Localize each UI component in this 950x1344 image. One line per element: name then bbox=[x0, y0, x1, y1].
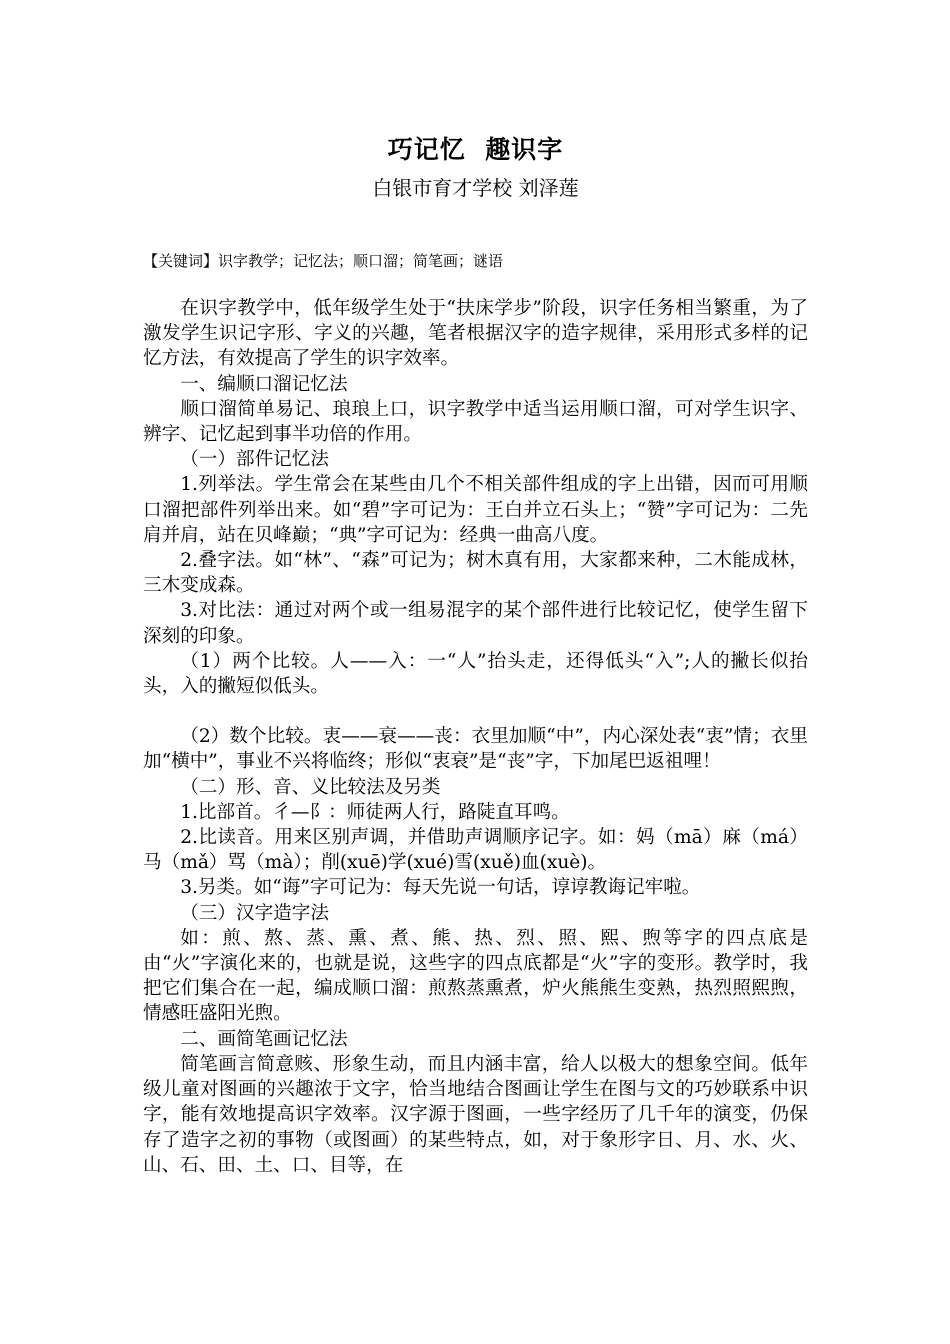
paragraph: 在识字教学中，低年级学生处于“扶床学步”阶段，识字任务相当繁重，为了激发学生识记字形、字义的兴趣，笔者根据汉字的造字规律，采用形式多样的记忆方法，有效提高了学生的识字效率。 bbox=[143, 298, 808, 370]
paragraph: 顺口溜简单易记、琅琅上口，识字教学中适当运用顺口溜，可对学生识字、辨字、记忆起到事半功倍的作用。 bbox=[143, 398, 808, 446]
paragraph: 1.列举法。学生常会在某些由几个不相关部件组成的字上出错，因而可用顺口溜把部件列举出来。如“碧”字可记为：王白并立石头上；“赞”字可记为：二先肩并肩，站在贝峰巅；“典”字可记为：经典一曲高八度。 bbox=[143, 474, 808, 546]
paragraph: 1.比部首。彳—阝：师徒两人行，路陡直耳鸣。 bbox=[180, 801, 570, 823]
paragraph: 如：煎、熬、蒸、熏、煮、熊、热、烈、照、熙、煦等字的四点底是由“火”字演化来的，也就是说，这些字的四点底都是“火”字的变形。教学时，我把它们集合在一起，编成顺口溜：煎熬蒸熏煮，炉火熊熊生变熟，热烈照熙煦，情感旺盛阳光煦。 bbox=[143, 927, 808, 1025]
paragraph: 3.另类。如“诲”字可记为：每天先说一句话，谆谆教诲记牢啦。 bbox=[180, 877, 701, 899]
paragraph: 简笔画言简意赅、形象生动，而且内涵丰富，给人以极大的想象空间。低年级儿童对图画的兴趣浓于文字，恰当地结合图画让学生在图与文的巧妙联系中识字，能有效地提高识字效率。汉字源于图画，一些字经历了几千年的演变，仍保存了造字之初的事物（或图画）的某些特点，如，对于象形字日、月、水、火、山、石、田、土、口、目等，在 bbox=[143, 1053, 808, 1176]
paragraph: （2）数个比较。衷——衰——丧：衣里加顺“中”，内心深处表“衷”情；衣里加“横中”，事业不兴将临终；形似“衷衰”是“丧”字，下加尾巴返祖哩！ bbox=[143, 726, 808, 773]
paragraph: 3.对比法：通过对两个或一组易混字的某个部件进行比较记忆，使学生留下深刻的印象。 bbox=[143, 600, 808, 647]
section-heading: 二、画简笔画记忆法 bbox=[180, 1028, 348, 1050]
document-author: 白银市育才学校 刘泽莲 bbox=[372, 176, 579, 200]
document-body bbox=[143, 296, 808, 1178]
section-heading: 一、编顺口溜记忆法 bbox=[180, 373, 348, 395]
paragraph: 2.比读音。用来区别声调，并借助声调顺序记字。如：妈（mā）麻（má）马（mǎ）骂（mà）；削(xuē)学(xué)雪(xuě)血(xuè)。 bbox=[143, 827, 808, 874]
paragraph: 2.叠字法。如“林”、“森”可记为；树木真有用，大家都来种，二木能成林，三木变成森。 bbox=[143, 550, 808, 597]
subsection-heading: （三）汉字造字法 bbox=[180, 902, 329, 924]
paragraph: （1）两个比较。人——入：一“人”抬头走，还得低头“入”;人的撇长似抬头，入的撇短似低头。 bbox=[143, 650, 808, 698]
keywords-line: 【关键词】识字教学；记忆法；顺口溜；简笔画；谜语 bbox=[143, 252, 504, 270]
document-title: 巧记忆 趣识字 bbox=[387, 135, 564, 164]
subsection-heading: （一）部件记忆法 bbox=[180, 449, 329, 471]
subsection-heading: （二）形、音、义比较法及另类 bbox=[180, 776, 441, 798]
